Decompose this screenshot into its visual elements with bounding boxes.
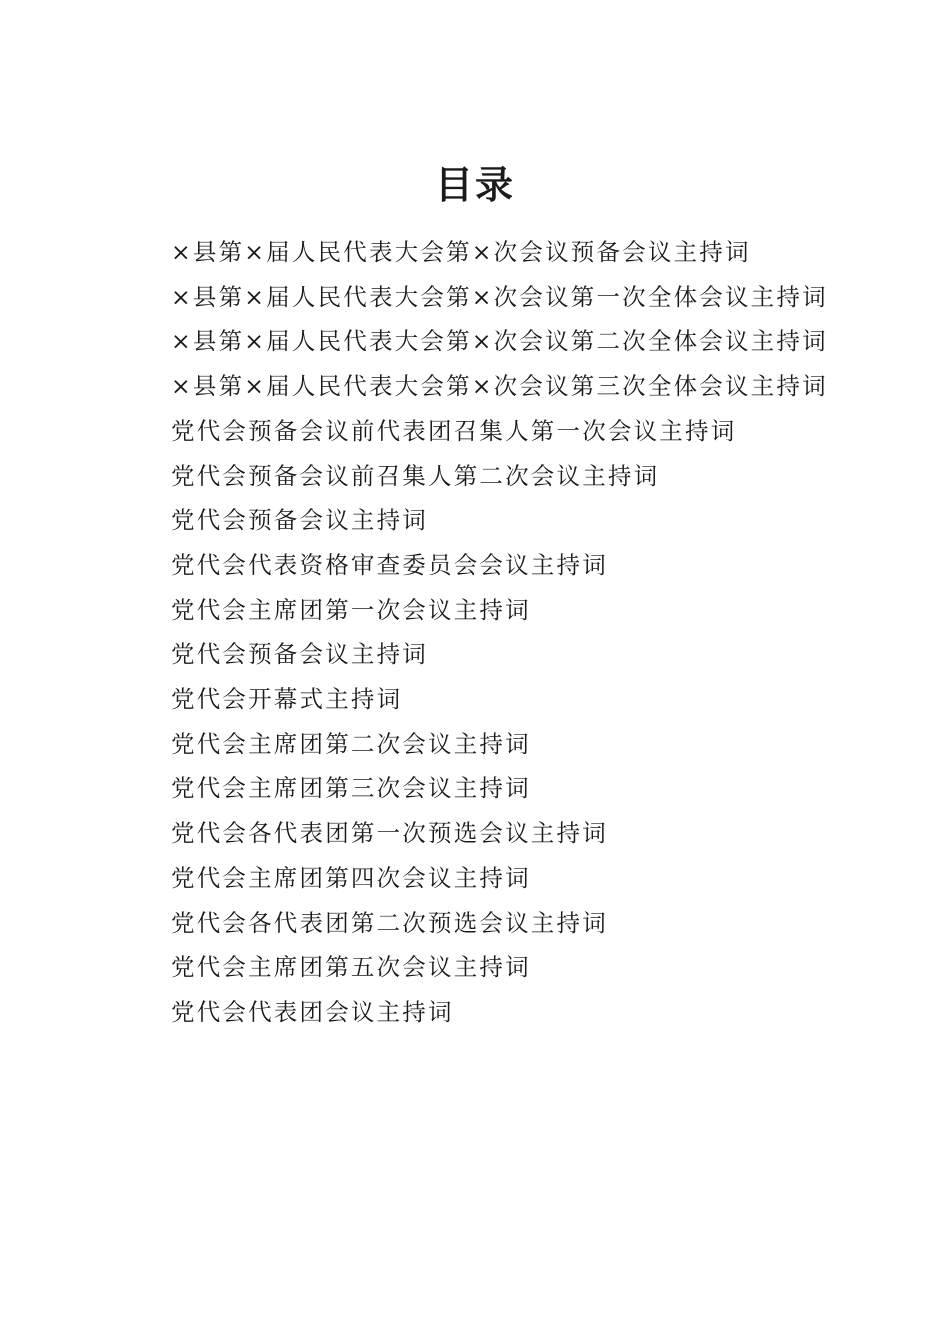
page-title: 目录 — [434, 162, 515, 208]
toc-entry: ×县第×届人民代表大会第×次会议第三次全体会议主持词 — [171, 372, 828, 401]
toc-entry: ×县第×届人民代表大会第×次会议预备会议主持词 — [171, 238, 751, 266]
toc-entry: 党代会主席团第一次会议主持词 — [171, 595, 531, 624]
toc-entry: 党代会预备会议前召集人第二次会议主持词 — [171, 461, 660, 490]
toc-entry: 党代会代表资格审查委员会会议主持词 — [171, 550, 608, 579]
toc-entry: ×县第×届人民代表大会第×次会议第二次全体会议主持词 — [171, 327, 828, 356]
toc-entry: 党代会各代表团第二次预选会议主持词 — [171, 908, 608, 937]
toc-entry: 党代会代表团会议主持词 — [171, 997, 454, 1026]
toc-entry: 党代会主席团第二次会议主持词 — [171, 729, 531, 758]
toc-entry: 党代会预备会议前代表团召集人第一次会议主持词 — [171, 416, 737, 445]
table-of-contents — [118, 230, 828, 1035]
toc-entry: 党代会主席团第五次会议主持词 — [171, 953, 531, 982]
toc-entry: 党代会主席团第三次会议主持词 — [171, 774, 531, 803]
toc-entry: 党代会预备会议主持词 — [171, 506, 428, 535]
toc-entry: 党代会开幕式主持词 — [171, 685, 403, 714]
toc-entry: 党代会各代表团第一次预选会议主持词 — [171, 819, 608, 848]
toc-entry: 党代会主席团第四次会议主持词 — [171, 863, 531, 892]
toc-entry: 党代会预备会议主持词 — [171, 640, 428, 669]
toc-entry: ×县第×届人民代表大会第×次会议第一次全体会议主持词 — [171, 282, 828, 311]
